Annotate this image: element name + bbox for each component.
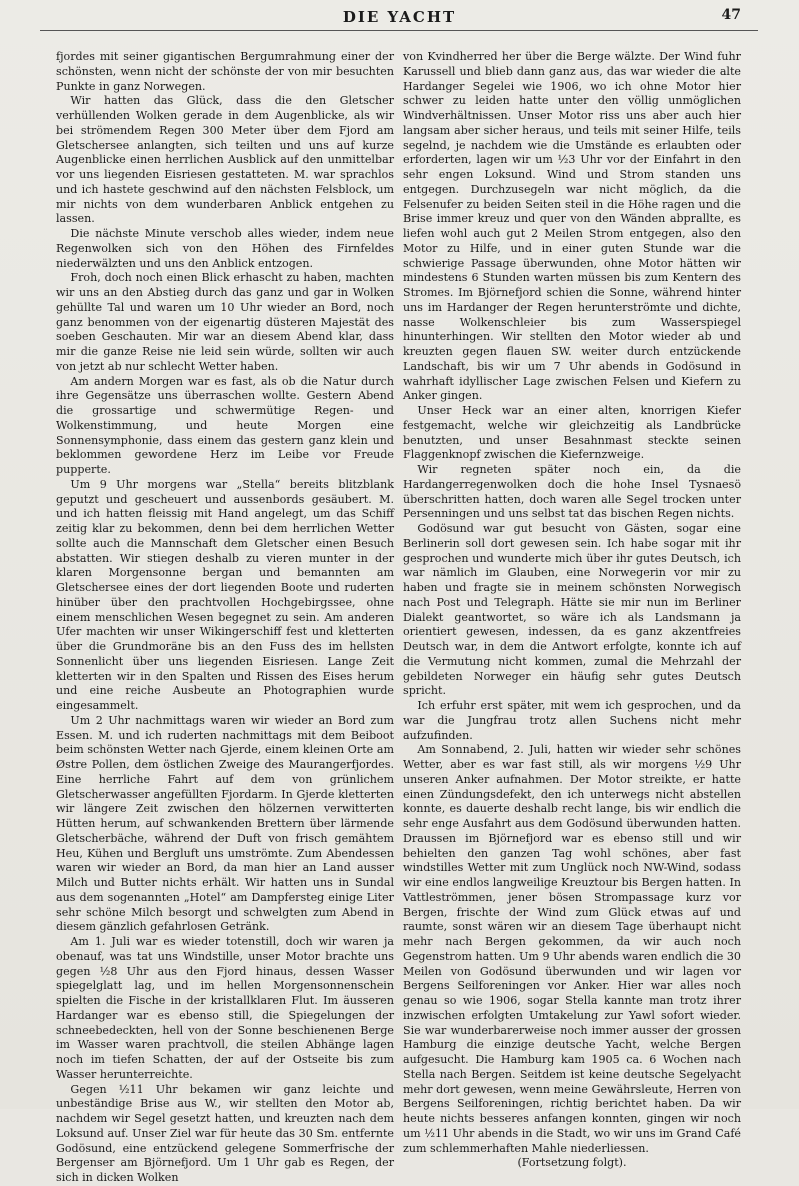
paragraph: Froh, doch noch einen Blick erhascht zu haben, machten wir uns an den Abstieg durch das ganz und gar in Wolken gehüllte Tal und waren um 10 Uhr wieder an Bord, noch ganz benommen von der eigenartig düsteren Majestät des soeben Geschauten. Mir war an diesem Abend klar, dass mir die ganze Reise nie leid sein würde, sollten wir auch von jetzt ab nur schlecht Wetter haben. [56, 271, 394, 373]
paragraph: Ich erfuhr erst später, mit wem ich gesprochen, und da war die Jungfrau trotz allen Suchens nicht mehr aufzufinden. [403, 699, 741, 742]
paragraph: von Kvindherred her über die Berge wälzte. Der Wind fuhr Karussell und blieb dann ganz aus, das war wieder die alte Hardanger Segelei wie 1906, wo ich ohne Motor hier schwer zu leiden hatte unter den völlig unmöglichen Windverhältnissen. Unser Motor riss uns aber auch hier langsam aber sicher heraus, und teils mit seiner Hilfe, teils segelnd, je nachdem wie die Umstände es erlaubten oder erforderten, lagen wir um ½3 Uhr vor der Einfahrt in den sehr engen Loksund. Wind und Strom standen uns entgegen. Durchzusegeln war nicht möglich, da die Felsenufer zu beiden Seiten steil in die Höhe ragen und die Brise immer kreuz und quer von den Wänden abprallte, es liefen wohl auch gut 2 Meilen Strom entgegen, also den Motor zu Hilfe, und in einer guten Stunde war die schwierige Passage überwunden, ohne Motor hätten wir mindestens 6 Stunden warten müssen bis zum Kentern des Stromes. Im Björnefjord schien die Sonne, während hinter uns im Hardanger der Regen herunterströmte und dichte, nasse Wolkenschleier bis zum Wasserspiegel hinunterhingen. Wir stellten den Motor wieder ab und kreuzten gegen flauen SW. weiter durch entzückende Landschaft, bis wir um 7 Uhr abends in Godösund in wahrhaft idyllischer Lage zwischen Felsen und Kiefern zu Anker gingen. [403, 50, 741, 403]
header-rule [40, 30, 758, 31]
paragraph: Godösund war gut besucht von Gästen, sogar eine Berlinerin soll dort gewesen sein. Ich habe sogar mit ihr gesprochen und wunderte mich über ihr gutes Deutsch, ich war nämlich im Glauben, eine Norwegerin vor mir zu haben und fragte sie in meinem schönsten Norwegisch nach Post und Telegraph. Hätte sie mir nun im Berliner Dialekt geantwortet, so wäre ich als Landsmann ja orientiert gewesen, indessen, da es ganz akzentfreies Deutsch war, in dem die Antwort erfolgte, konnte ich auf die Vermutung nicht kommen, zumal die Mehrzahl der gebildeten Norweger ein häufig sehr gutes Deutsch spricht. [403, 522, 741, 698]
paragraph: Wir regneten später noch ein, da die Hardangerregenwolken doch die hohe Insel Tysnaesö überschritten hatten, doch waren alle Segel trocken unter Persenningen und uns selbst tat das bischen Regen nichts. [403, 463, 741, 521]
page-header [0, 6, 799, 30]
paragraph: Am Sonnabend, 2. Juli, hatten wir wieder sehr schönes Wetter, aber es war fast still, als wir morgens ½9 Uhr unseren Anker aufnahmen. Der Motor streikte, er hatte einen Zündungsdefekt, den ich unterwegs nicht abstellen konnte, es dauerte deshalb recht lange, bis wir endlich die sehr enge Ausfahrt aus dem Godösund überwunden hatten. Draussen im Björnefjord war es ebenso still und wir behielten den ganzen Tag wohl schönes, aber fast windstilles Wetter mit zum Unglück noch NW-Wind, sodass wir eine endlos langweilige Kreuztour bis Bergen hatten. In Vattleströmmen, jener bösen Strompassage kurz vor Bergen, frischte der Wind zum Glück etwas auf und raumte, sonst wären wir an diesem Tage überhaupt nicht mehr nach Bergen gekommen, da wir auch noch Gegenstrom hatten. Um 9 Uhr abends waren endlich die 30 Meilen von Godösund überwunden und wir lagen vor Bergens Seilforeningen vor Anker. Hier war alles noch genau so wie 1906, sogar Stella kannte man trotz ihrer inzwischen erfolgten Umtakelung zur Yawl sofort wieder. Sie war wunderbarerweise noch immer ausser der grossen Hamburg die einzige deutsche Yacht, welche Bergen aufgesucht. Die Hamburg kam 1905 ca. 6 Wochen nach Stella nach Bergen. Seitdem ist keine deutsche Segelyacht mehr dort gewesen, wenn meine Gewährsleute, Herren von Bergens Seilforeningen, richtig berichtet haben. Da wir heute nichts besseres anfangen konnten, gingen wir noch um ½11 Uhr abends in die Stadt, wo wir uns im Grand Café zum schlemmerhaften Mahle niederliessen. [403, 743, 741, 1155]
left-column [56, 50, 394, 1186]
paragraph: Um 2 Uhr nachmittags waren wir wieder an Bord zum Essen. M. und ich ruderten nachmittags mit dem Beiboot beim schönsten Wetter nach Gjerde, einem kleinen Orte am Østre Pollen, dem östlichen Zweige des Maurangerfjordes. Eine herrliche Fahrt auf dem von grünlichem Gletscherwasser angefüllten Fjordarm. In Gjerde kletterten wir längere Zeit zwischen den hölzernen verwitterten Hütten herum, auf schwankenden Brettern über lärmende Gletscherbäche, während der Duft von frisch gemähtem Heu, Kühen und Bergluft uns umströmte. Zum Abendessen waren wir wieder an Bord, da man hier an Land ausser Milch und Butter nichts erhält. Wir hatten uns in Sundal aus dem sogenannten „Hotel“ am Dampfersteg einige Liter sehr schöne Milch besorgt und schwelgten zum Abend in diesem gänzlich gefahrlosen Getränk. [56, 713, 394, 934]
paragraph: Wir hatten das Glück, dass die den Gletscher verhüllenden Wolken gerade in dem Augenblicke, als wir bei strömendem Regen 300 Meter über dem Fjord am Gletschersee anlangten, sich teilten und uns auf kurze Augenblicke einen herrlichen Ausblick auf den unmittelbar vor uns liegenden Eisriesen gestatteten. M. war sprachlos und ich hastete geschwind auf den nächsten Felsblock, um mir nichts von dem wunderbaren Anblick entgehen zu lassen. [56, 94, 394, 226]
continuation-note: (Fortsetzung folgt). [517, 1156, 627, 1170]
paragraph: Unser Heck war an einer alten, knorrigen Kiefer festgemacht, welche wir gleichzeitig als Landbrücke benutzten, und unser Besahnmast steckte seinen Flaggenknopf zwischen die Kiefernzweige. [403, 404, 741, 462]
page-number: 47 [721, 7, 741, 23]
paragraph: Gegen ½11 Uhr bekamen wir ganz leichte und unbeständige Brise aus W., wir stellten den Motor ab, nachdem wir Segel gesetzt hatten, und kreuzten nach dem Loksund auf. Unser Ziel war für heute das 30 Sm. entfernte Godösund, eine entzückend gelegene Sommerfrische der Bergenser am Björnefjord. Um 1 Uhr gab es Regen, der sich in dicken Wolken [56, 1082, 394, 1184]
paragraph: Um 9 Uhr morgens war „Stella“ bereits blitzblank geputzt und gescheuert und aussenbords gesäubert. M. und ich hatten fleissig mit Hand angelegt, um das Schiff zeitig klar zu bekommen, denn bei dem herrlichen Wetter sollte auch die Mannschaft dem Gletscher einen Besuch abstatten. Wir stiegen deshalb zu vieren munter in der klaren Morgensonne bergan und bemannten am Gletschersee eines der dort liegenden Boote und ruderten hinüber über den prachtvollen Hochgebirgssee, ohne einem menschlichen Wesen begegnet zu sein. Am anderen Ufer machten wir unser Wikingerschiff fest und kletterten über die Grundmoräne bis an den Fuss des im hellsten Sonnenlicht über uns liegenden Eisriesen. Lange Zeit kletterten wir in den Spalten und Rissen des Eises herum und eine reiche Ausbeute an Photographien wurde eingesammelt. [56, 477, 394, 712]
running-title: DIE YACHT [342, 8, 457, 26]
paragraph: Die nächste Minute verschob alles wieder, indem neue Regenwolken sich von den Höhen des Firnfeldes niederwälzten und uns den Anblick entzogen. [56, 227, 394, 270]
paragraph: fjordes mit seiner gigantischen Bergumrahmung einer der schönsten, wenn nicht der schönste der von mir besuchten Punkte in ganz Norwegen. [56, 50, 394, 93]
right-column [403, 50, 741, 1171]
paragraph: Am andern Morgen war es fast, als ob die Natur durch ihre Gegensätze uns überraschen wollte. Gestern Abend die grossartige und schwermütige Regen- und Wolkenstimmung, und heute Morgen eine Sonnensymphonie, dass einem das gestern ganz klein und beklommen gewordene Herz im Leibe vor Freude pupperte. [56, 374, 394, 476]
paragraph: Am 1. Juli war es wieder totenstill, doch wir waren ja obenauf, was tat uns Windstille, unser Motor brachte uns gegen ½8 Uhr aus den Fjord hinaus, dessen Wasser spiegelglatt lag, und im hellen Morgensonnenschein spielten die Fische in der kristallklaren Flut. Im äusseren Hardanger war es ebenso still, die Spiegelungen der schneebedeckten, hell von der Sonne beschienenen Berge im Wasser waren prachtvoll, die steilen Abhänge lagen noch im tiefen Schatten, der auf der Ostseite bis zum Wasser herunterreichte. [56, 935, 394, 1081]
